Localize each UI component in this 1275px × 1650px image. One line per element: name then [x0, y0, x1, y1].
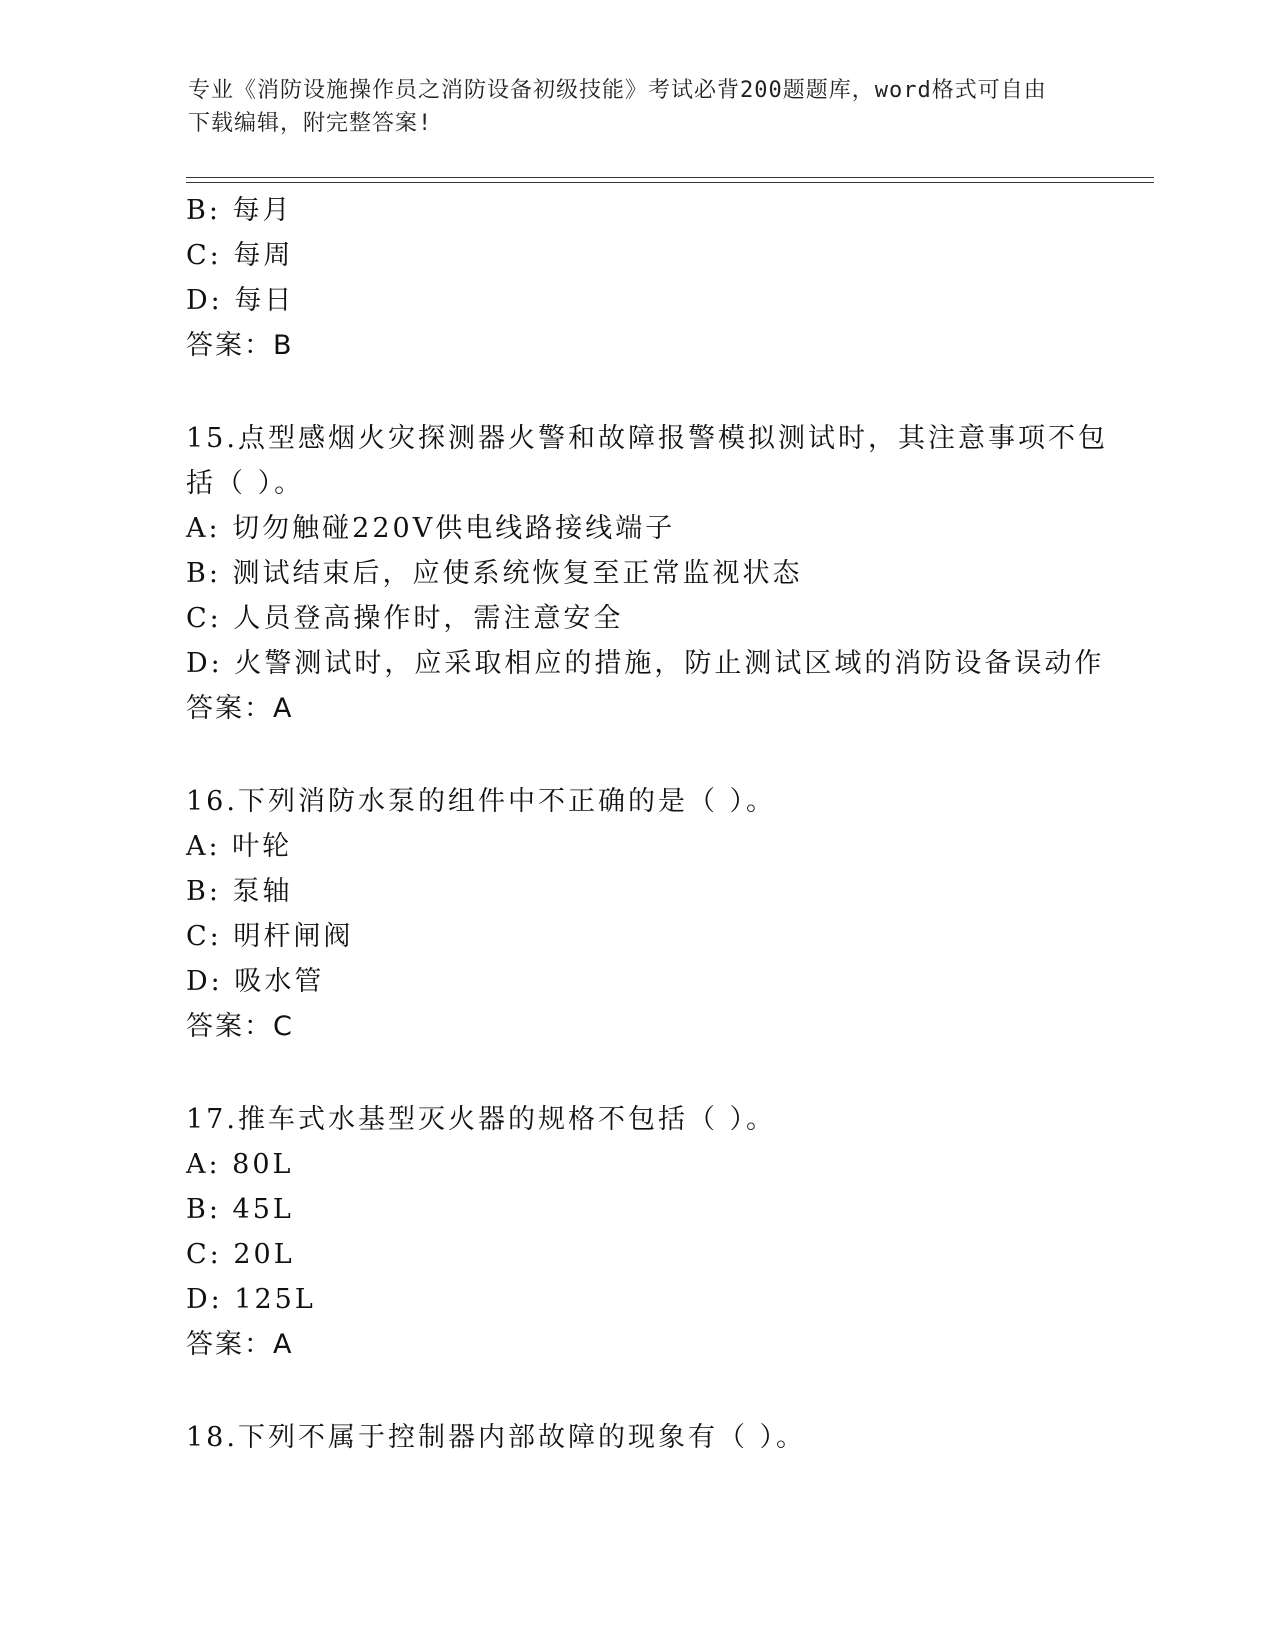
option-d: D: 每日: [186, 285, 295, 316]
question-16: [186, 779, 1086, 1049]
answer-line: 答案：A: [186, 693, 294, 724]
option-b: B: 每月: [186, 195, 293, 226]
option-a: A: 叶轮: [186, 831, 293, 862]
header-divider-bottom: [186, 182, 1154, 183]
option-b: B: 测试结束后，应使系统恢复至正常监视状态: [186, 558, 803, 589]
question-stem: 16.下列消防水泵的组件中不正确的是（ ）。: [186, 786, 777, 817]
header-title: 专业《消防设施操作员之消防设备初级技能》考试必背200题题库，word格式可自由下载编辑，附完整答案!: [188, 78, 1047, 136]
question-stem: 18.下列不属于控制器内部故障的现象有（ ）。: [186, 1422, 807, 1453]
option-c: C: 人员登高操作时，需注意安全: [186, 603, 624, 634]
option-d: D: 吸水管: [186, 966, 325, 997]
question-list: [186, 188, 1108, 1460]
option-c: C: 20L: [186, 1239, 295, 1270]
option-a: A: 80L: [186, 1149, 294, 1180]
answer-line: 答案：C: [186, 1011, 294, 1042]
question-14-continuation: [186, 188, 1086, 368]
option-d: D: 火警测试时，应采取相应的措施，防止测试区域的消防设备误动作: [186, 648, 1105, 679]
option-b: B: 45L: [186, 1194, 294, 1225]
question-stem: 15.点型感烟火灾探测器火警和故障报警模拟测试时，其注意事项不包: [186, 423, 1108, 454]
question-stem-continued: 括（ ）。: [186, 468, 305, 499]
document-header: [188, 74, 1068, 140]
header-divider-top: [186, 177, 1154, 178]
question-18: [186, 1415, 1086, 1460]
question-stem: 17.推车式水基型灭火器的规格不包括（ ）。: [186, 1104, 777, 1135]
option-b: B: 泵轴: [186, 876, 293, 907]
option-c: C: 明杆闸阀: [186, 921, 354, 952]
question-17: [186, 1097, 1086, 1367]
option-c: C: 每周: [186, 240, 294, 271]
answer-line: 答案：A: [186, 1329, 294, 1360]
option-a: A: 切勿触碰220V供电线路接线端子: [186, 513, 676, 544]
question-15: [186, 416, 1108, 731]
answer-line: 答案：B: [186, 330, 294, 361]
option-d: D: 125L: [186, 1284, 316, 1315]
